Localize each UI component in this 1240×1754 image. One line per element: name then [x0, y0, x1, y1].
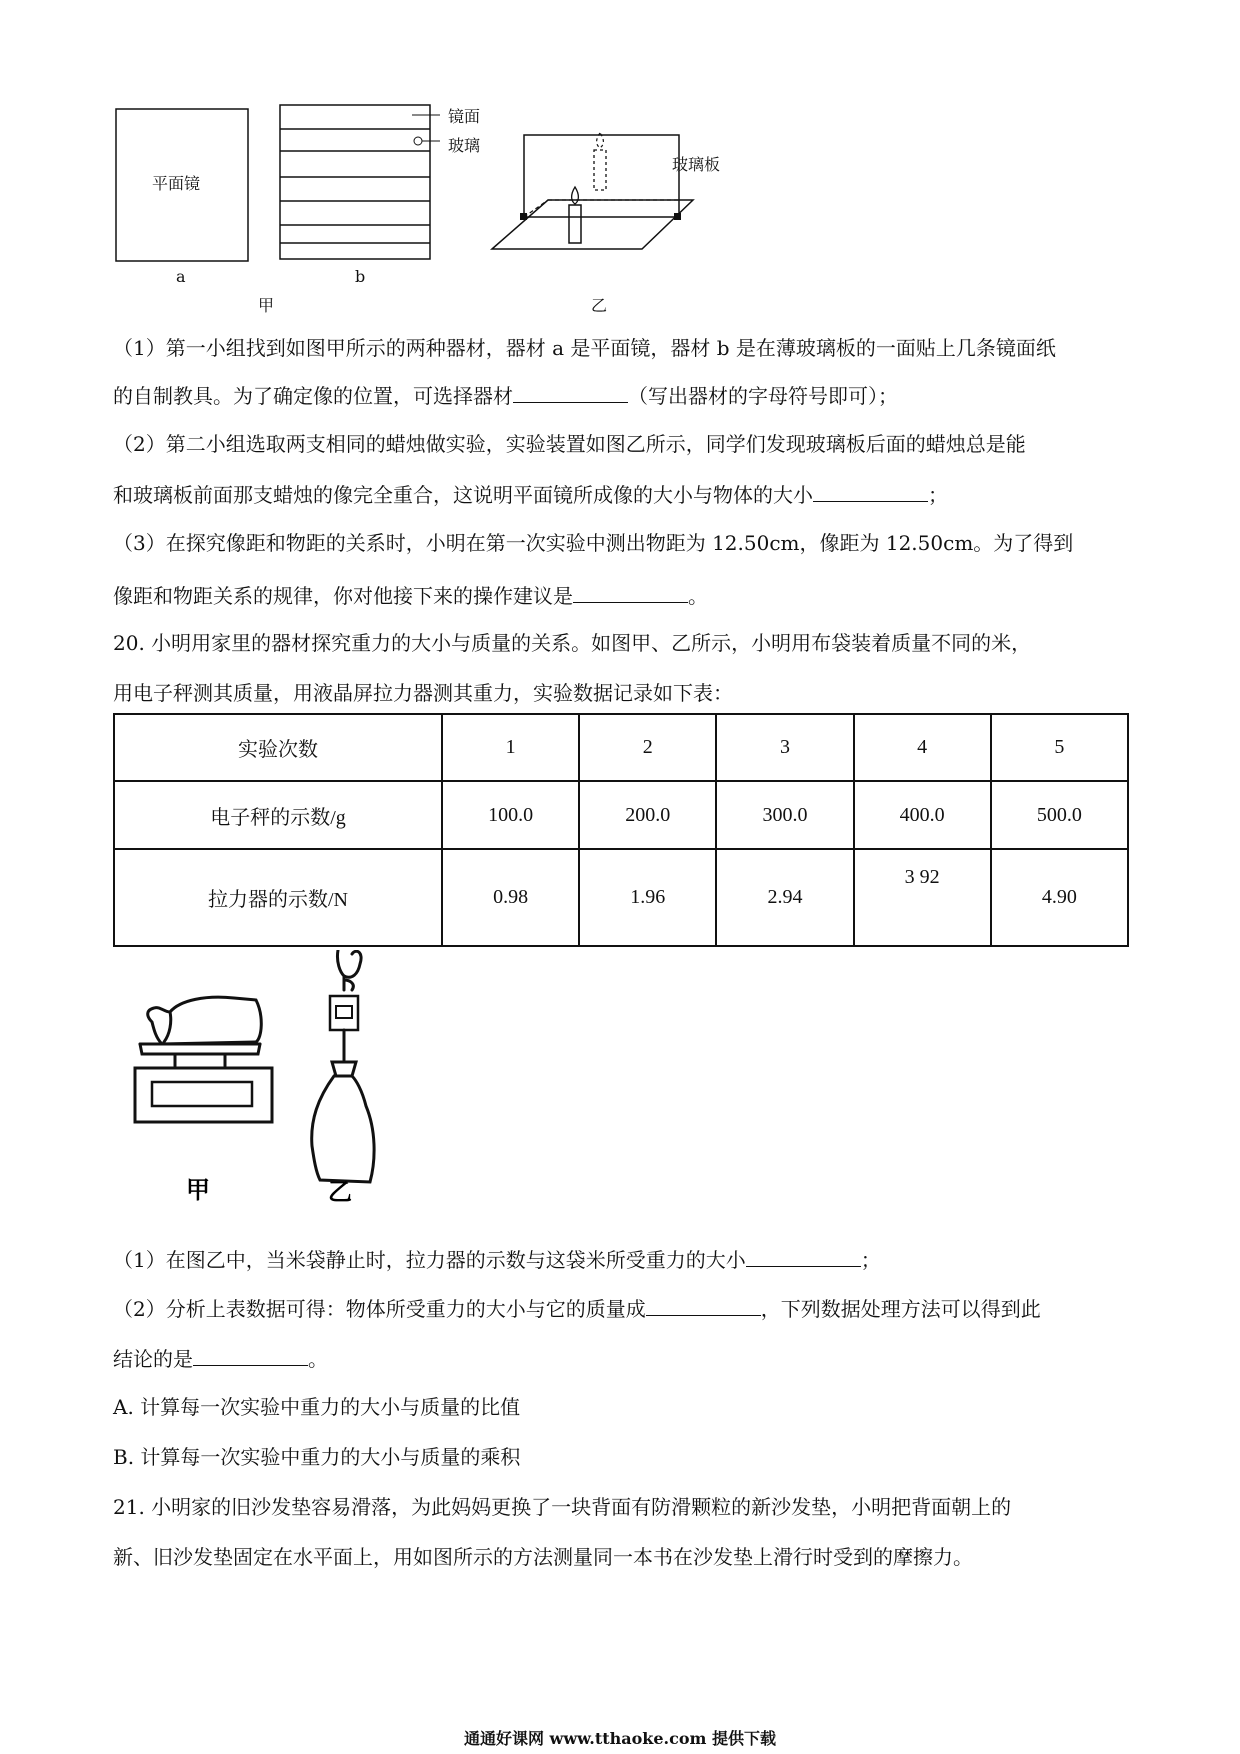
mirror-surface-label: 镜面	[448, 107, 481, 126]
table-cell: 5	[991, 714, 1128, 781]
option-a[interactable]: A. 计算每一次实验中重力的大小与质量的比值	[113, 1395, 521, 1419]
spring-scale-with-bag	[312, 950, 374, 1182]
table-cell: 100.0	[442, 781, 579, 849]
table-header-cell: 实验次数	[114, 714, 442, 781]
q20-part2-tail: 。	[308, 1347, 328, 1371]
q20-part1-text: （1）在图乙中，当米袋静止时，拉力器的示数与这袋米所受重力的大小	[113, 1248, 746, 1272]
table-row-label: 拉力器的示数/N	[114, 849, 442, 946]
q19-part1-line1: （1）第一小组找到如图甲所示的两种器材，器材 a 是平面镜，器材 b 是在薄玻璃板的一面贴上几条镜面纸	[113, 336, 1056, 360]
figure-mid-jia-label: 甲	[186, 1176, 210, 1204]
q19-part2-text: 和玻璃板前面那支蜡烛的像完全重合，这说明平面镜所成像的大小与物体的大小	[113, 483, 813, 507]
q20-part2-line2	[113, 1343, 1133, 1373]
q21-line1: 21. 小明家的旧沙发垫容易滑落，为此妈妈更换了一块背面有防滑颗粒的新沙发垫，小明把背面朝上的	[113, 1495, 1012, 1519]
figure-mid-yi-label: 乙	[328, 1178, 352, 1206]
table-cell: 4	[854, 714, 991, 781]
answer-blank-q20-3[interactable]	[193, 1343, 308, 1366]
glass-label: 玻璃	[448, 136, 481, 155]
figure-yi-label: 乙	[591, 296, 608, 315]
q19-part2-line1: （2）第二小组选取两支相同的蜡烛做实验，实验装置如图乙所示，同学们发现玻璃板后面的蜡烛总是能	[113, 432, 1026, 456]
answer-blank-q20-1[interactable]	[746, 1244, 861, 1267]
option-b[interactable]: B. 计算每一次实验中重力的大小与质量的乘积	[113, 1445, 521, 1469]
table-cell: 3 92	[854, 849, 991, 946]
q20-part1	[113, 1244, 1133, 1274]
q20-part2-mid: ，下列数据处理方法可以得到此	[760, 1297, 1041, 1321]
table-cell: 2	[579, 714, 716, 781]
table-cell: 500.0	[991, 781, 1128, 849]
table-row	[114, 781, 1128, 849]
figure-a-text: 平面镜	[152, 174, 201, 193]
q19-part3-tail: 。	[688, 584, 708, 608]
q19-part2-tail: ；	[928, 483, 948, 507]
figure-jia-label: 甲	[258, 296, 275, 315]
figure-scale-and-bag	[130, 950, 400, 1215]
q19-part1-text: 的自制教具。为了确定像的位置，可选择器材	[113, 384, 513, 408]
q20-part2-text2: 结论的是	[113, 1347, 193, 1371]
q20-intro-line2: 用电子秤测其质量，用液晶屏拉力器测其重力，实验数据记录如下表：	[113, 681, 733, 705]
figure-mirror-apparatus	[100, 95, 740, 305]
q19-part3-line2	[113, 580, 1133, 610]
glass-plate-candle-setup	[492, 133, 693, 249]
table-cell: 400.0	[854, 781, 991, 849]
table-cell: 300.0	[716, 781, 853, 849]
answer-blank-q20-2[interactable]	[646, 1293, 761, 1316]
q19-part1-line2	[113, 380, 1133, 410]
table-cell: 3	[716, 714, 853, 781]
electronic-scale	[135, 997, 272, 1122]
data-table	[113, 713, 1129, 947]
answer-blank-q19-3[interactable]	[573, 580, 688, 603]
q19-part1-tail: （写出器材的字母符号即可）；	[628, 384, 898, 408]
answer-blank-q19-2[interactable]	[813, 479, 928, 502]
q20-part2-text: （2）分析上表数据可得：物体所受重力的大小与它的质量成	[113, 1297, 646, 1321]
striped-glass-b	[280, 105, 440, 259]
answer-blank-q19-1[interactable]	[513, 380, 628, 403]
figure-b-label: b	[355, 267, 366, 286]
table-cell: 4.90	[991, 849, 1128, 946]
q20-part2-line1	[113, 1293, 1133, 1323]
table-row	[114, 714, 1128, 781]
q19-part3-text: 像距和物距关系的规律，你对他接下来的操作建议是	[113, 584, 573, 608]
page-footer: 通通好课网 www.tthaoke.com 提供下载	[463, 1729, 777, 1748]
glass-plate-label: 玻璃板	[672, 155, 721, 174]
table-cell: 1.96	[579, 849, 716, 946]
q19-part3-line1: （3）在探究像距和物距的关系时，小明在第一次实验中测出物距为 12.50cm，像距为 12.50cm。为了得到	[113, 531, 1074, 555]
table-row	[114, 849, 1128, 946]
q21-line2: 新、旧沙发垫固定在水平面上，用如图所示的方法测量同一本书在沙发垫上滑行时受到的摩擦力。	[113, 1545, 973, 1569]
table-row-label: 电子秤的示数/g	[114, 781, 442, 849]
q20-intro-line1: 20. 小明用家里的器材探究重力的大小与质量的关系。如图甲、乙所示，小明用布袋装着质量不同的米，	[113, 631, 1032, 655]
figure-a-label: a	[176, 267, 186, 286]
table-cell: 1	[442, 714, 579, 781]
q19-part2-line2	[113, 479, 1133, 509]
table-cell: 0.98	[442, 849, 579, 946]
q20-part1-tail: ；	[860, 1248, 881, 1272]
table-cell: 2.94	[716, 849, 853, 946]
table-cell: 200.0	[579, 781, 716, 849]
